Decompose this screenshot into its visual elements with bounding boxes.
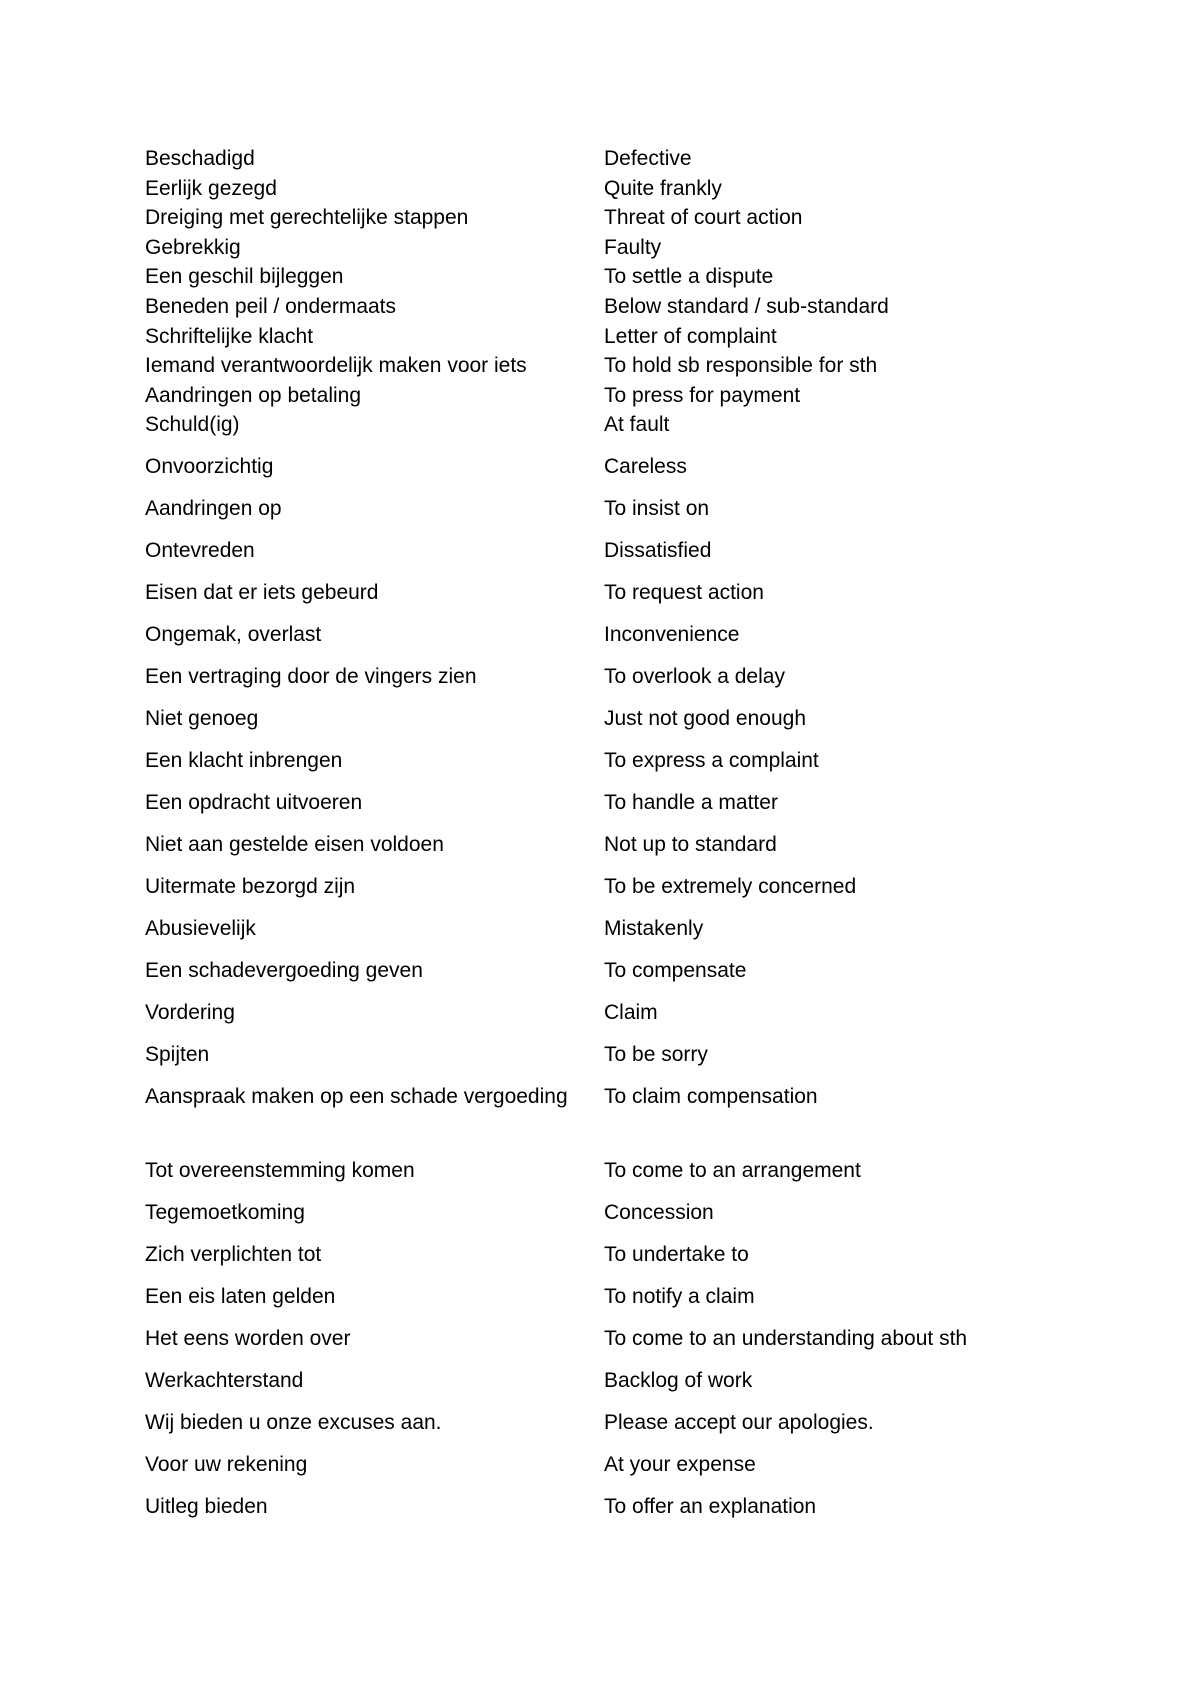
dutch-term: Wij bieden u onze excuses aan. [145,1411,442,1435]
dutch-term: Werkachterstand [145,1369,304,1393]
vocab-row [145,264,1065,294]
dutch-term: Een opdracht uitvoeren [145,791,363,815]
vocab-row [145,706,1065,748]
dutch-term: Eisen dat er iets gebeurd [145,581,379,605]
dutch-term: Uitermate bezorgd zijn [145,875,356,899]
vocab-row [145,1000,1065,1042]
dutch-term: Schriftelijke klacht [145,324,314,348]
vocab-row [145,1242,1065,1284]
english-term: At fault [604,413,670,437]
english-term: To settle a dispute [604,265,774,289]
english-term: Faulty [604,235,662,259]
english-term: To be extremely concerned [604,875,857,899]
vocab-row [145,1158,1065,1200]
vocab-row [145,235,1065,265]
vocab-row [145,958,1065,1000]
english-term: To insist on [604,497,710,521]
vocab-row [145,790,1065,832]
vocab-row [145,1200,1065,1242]
vocab-row [145,324,1065,354]
english-term: Careless [604,455,687,479]
english-term: Letter of complaint [604,324,777,348]
english-term: Dissatisfied [604,539,712,563]
dutch-term: Ongemak, overlast [145,623,322,647]
english-term: To express a complaint [604,749,819,773]
vocab-row [145,205,1065,235]
vocab-row [145,146,1065,176]
dutch-term: Abusievelijk [145,917,256,941]
dutch-term: Een geschil bijleggen [145,265,344,289]
dutch-term: Tegemoetkoming [145,1201,305,1225]
english-term: To notify a claim [604,1285,755,1309]
dutch-term: Een klacht inbrengen [145,749,343,773]
vocab-row [145,176,1065,206]
dutch-term: Een eis laten gelden [145,1285,336,1309]
dutch-term: Spijten [145,1043,210,1067]
english-term: Claim [604,1001,658,1025]
english-term: To compensate [604,959,747,983]
vocab-row [145,832,1065,874]
english-term: To claim compensation [604,1085,818,1109]
dutch-term: Gebrekkig [145,235,241,259]
dutch-term: Schuld(ig) [145,413,240,437]
dutch-term: Tot overeenstemming komen [145,1159,415,1183]
english-term: To undertake to [604,1243,749,1267]
vocab-row [145,1368,1065,1410]
vocab-row [145,874,1065,916]
dutch-term: Zich verplichten tot [145,1243,322,1267]
dutch-term: Dreiging met gerechtelijke stappen [145,206,469,230]
english-term: At your expense [604,1453,756,1477]
english-term: Backlog of work [604,1369,753,1393]
vocab-row [145,1494,1065,1536]
dutch-term: Het eens worden over [145,1327,351,1351]
dutch-term: Iemand verantwoordelijk maken voor iets [145,354,527,378]
english-term: Defective [604,147,692,170]
vocab-row [145,580,1065,622]
english-term: Threat of court action [604,206,803,230]
vocab-row [145,1084,1065,1158]
vocab-row [145,496,1065,538]
english-term: To press for payment [604,383,801,407]
dutch-term: Niet aan gestelde eisen voldoen [145,833,444,857]
dutch-term: Aanspraak maken op een schade vergoeding [145,1085,568,1109]
english-term: To come to an arrangement [604,1159,861,1183]
dutch-term: Niet genoeg [145,707,259,731]
vocab-row [145,294,1065,324]
dutch-term: Een vertraging door de vingers zien [145,665,477,689]
english-term: Inconvenience [604,623,740,647]
english-term: Quite frankly [604,176,722,200]
english-term: Please accept our apologies. [604,1411,874,1435]
vocab-row [145,916,1065,958]
dutch-term: Aandringen op betaling [145,383,362,407]
vocab-row [145,1326,1065,1368]
english-term: Just not good enough [604,707,807,731]
english-term: To overlook a delay [604,665,785,689]
dutch-term: Onvoorzichtig [145,455,274,479]
english-term: Mistakenly [604,917,704,941]
dutch-term: Eerlijk gezegd [145,176,277,200]
vocab-row [145,353,1065,383]
vocab-row [145,1410,1065,1452]
english-term: To come to an understanding about sth [604,1327,968,1351]
dutch-term: Vordering [145,1001,235,1025]
dutch-term: Een schadevergoeding geven [145,959,423,983]
vocab-row [145,664,1065,706]
vocab-row [145,1284,1065,1326]
vocab-row [145,622,1065,664]
english-term: To hold sb responsible for sth [604,354,878,378]
dutch-term: Beschadigd [145,147,255,170]
vocab-row [145,412,1065,454]
vocab-row [145,538,1065,580]
vocab-row [145,1452,1065,1494]
vocab-row [145,748,1065,790]
dutch-term: Aandringen op [145,497,282,521]
english-term: To handle a matter [604,791,778,815]
vocab-row [145,454,1065,496]
vocab-row [145,383,1065,413]
dutch-term: Ontevreden [145,539,255,563]
english-term: Not up to standard [604,833,777,857]
dutch-term: Uitleg bieden [145,1495,268,1519]
english-term: To be sorry [604,1043,708,1067]
english-term: Below standard / sub-standard [604,294,889,318]
english-term: Concession [604,1201,714,1225]
dutch-term: Voor uw rekening [145,1453,308,1477]
dutch-term: Beneden peil / ondermaats [145,294,397,318]
english-term: To request action [604,581,764,605]
english-term: To offer an explanation [604,1495,817,1519]
vocabulary-list [145,146,1065,1536]
